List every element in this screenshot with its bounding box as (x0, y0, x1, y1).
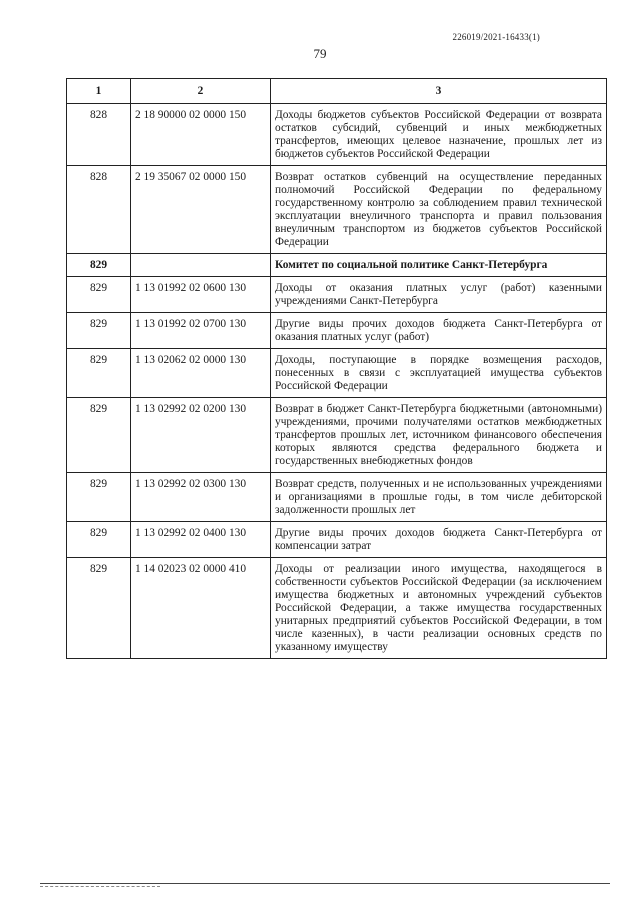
table-row (67, 254, 607, 277)
budget-classification-code-cell: 2 19 35067 02 0000 150 (131, 166, 271, 254)
budget-classification-code-cell (131, 254, 271, 277)
table-row (67, 473, 607, 522)
admin-code-cell: 829 (67, 398, 131, 473)
budget-classification-code-cell: 1 13 02992 02 0400 130 (131, 522, 271, 558)
budget-classification-code-cell: 2 18 90000 02 0000 150 (131, 104, 271, 166)
income-description-cell: Доходы от реализации иного имущества, находящегося в собственности субъектов Российской Федерации (за исключением имущества бюджетных и автономных учреждений субъектов Российской Федерации, а также имущества государственных унитарных предприятий субъектов Российской Федерации, в том числе казенных), в части реализации основных средств по указанному имуществу (271, 558, 607, 659)
admin-code-cell: 828 (67, 104, 131, 166)
income-description-cell: Возврат средств, полученных и не использованных учреждениями и организациями в прошлые годы, в том числе дебиторской задолженности прошлых лет (271, 473, 607, 522)
budget-codes-table (66, 78, 607, 659)
page-number: 79 (313, 46, 327, 61)
page-bottom-dashed-rule (40, 886, 160, 887)
admin-code-cell: 829 (67, 313, 131, 349)
admin-code-cell: 829 (67, 558, 131, 659)
income-description-cell: Возврат остатков субвенций на осуществление переданных полномочий Российской Федерации по федеральному государственному контролю за соблюдением правил технической эксплуатации внеуличного транспорта и правил пользования внеуличным транспортом из бюджетов субъектов Российской Федерации (271, 166, 607, 254)
table-row (67, 313, 607, 349)
table-row (67, 104, 607, 166)
table-row (67, 277, 607, 313)
income-description-cell: Доходы от оказания платных услуг (работ) казенными учреждениями Санкт-Петербурга (271, 277, 607, 313)
budget-classification-code-cell: 1 14 02023 02 0000 410 (131, 558, 271, 659)
income-description-cell: Возврат в бюджет Санкт-Петербурга бюджетными (автономными) учреждениями, прочими получателями остатков межбюджетных трансфертов прошлых лет, источником финансового обеспечения которых являются средства федерального бюджета и государственных внебюджетных фондов (271, 398, 607, 473)
table-row (67, 522, 607, 558)
table-row (67, 558, 607, 659)
document-registration-number: 226019/2021-16433(1) (452, 32, 540, 42)
budget-classification-code-cell: 1 13 02992 02 0200 130 (131, 398, 271, 473)
admin-code-cell: 828 (67, 166, 131, 254)
income-description-cell: Доходы бюджетов субъектов Российской Федерации от возврата остатков субсидий, субвенций и иных межбюджетных трансфертов, имеющих целевое назначение, прошлых лет из бюджетов субъектов Российской Федерации (271, 104, 607, 166)
income-description-cell: Другие виды прочих доходов бюджета Санкт-Петербурга от оказания платных услуг (работ) (271, 313, 607, 349)
income-description-cell: Доходы, поступающие в порядке возмещения расходов, понесенных в связи с эксплуатацией имущества субъектов Российской Федерации (271, 349, 607, 398)
admin-code-cell: 829 (67, 254, 131, 277)
column-header-1: 1 (67, 79, 131, 104)
table-row (67, 166, 607, 254)
admin-code-cell: 829 (67, 473, 131, 522)
income-description-cell: Комитет по социальной политике Санкт-Петербурга (271, 254, 607, 277)
budget-classification-code-cell: 1 13 02992 02 0300 130 (131, 473, 271, 522)
column-header-3: 3 (271, 79, 607, 104)
admin-code-cell: 829 (67, 349, 131, 398)
column-header-2: 2 (131, 79, 271, 104)
table-header-row (67, 79, 607, 104)
table-row (67, 398, 607, 473)
income-description-cell: Другие виды прочих доходов бюджета Санкт-Петербурга от компенсации затрат (271, 522, 607, 558)
admin-code-cell: 829 (67, 277, 131, 313)
admin-code-cell: 829 (67, 522, 131, 558)
budget-classification-code-cell: 1 13 01992 02 0700 130 (131, 313, 271, 349)
page-bottom-rule (40, 883, 610, 884)
budget-classification-code-cell: 1 13 01992 02 0600 130 (131, 277, 271, 313)
table-row (67, 349, 607, 398)
budget-classification-code-cell: 1 13 02062 02 0000 130 (131, 349, 271, 398)
